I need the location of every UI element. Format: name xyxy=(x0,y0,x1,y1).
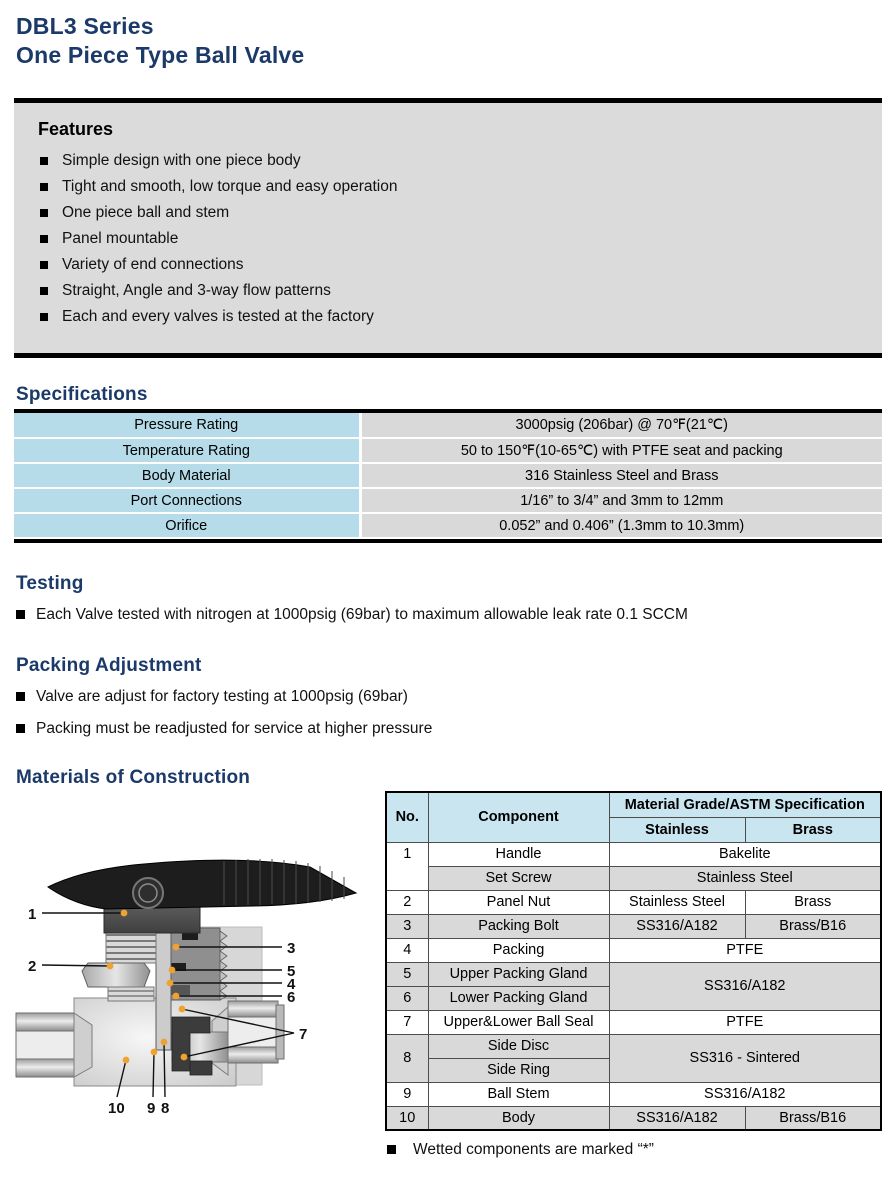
cell-no: 1 xyxy=(386,842,428,890)
table-row xyxy=(386,1082,881,1106)
cell-material: SS316/A182 xyxy=(609,962,881,1010)
callout-label: 10 xyxy=(108,1100,125,1117)
page-title-line2: One Piece Type Ball Valve xyxy=(16,42,305,68)
ball-stem xyxy=(156,928,171,1050)
specifications-heading: Specifications xyxy=(16,384,148,405)
features-list xyxy=(38,148,858,330)
spec-label: Temperature Rating xyxy=(14,438,360,463)
spec-label: Port Connections xyxy=(14,488,360,513)
valve-diagram xyxy=(14,791,385,1125)
square-bullet-icon xyxy=(40,261,48,269)
cell-no: 10 xyxy=(386,1106,428,1130)
page-title xyxy=(16,12,882,70)
cell-stainless: Stainless Steel xyxy=(609,890,745,914)
wetted-note: Wetted components are marked “*” xyxy=(385,1141,882,1159)
square-bullet-icon xyxy=(40,313,48,321)
materials-section xyxy=(14,791,882,1159)
cell-stainless: SS316/A182 xyxy=(609,914,745,938)
spec-label: Orifice xyxy=(14,513,360,538)
callout-label: 2 xyxy=(28,958,37,975)
cell-no: 5 xyxy=(386,962,428,986)
materials-table-col xyxy=(385,791,882,1159)
features-item: Each and every valves is tested at the factory xyxy=(38,304,858,330)
materials-heading: Materials of Construction xyxy=(16,767,251,788)
spec-value: 0.052” and 0.406” (1.3mm to 10.3mm) xyxy=(360,513,882,538)
cell-no: 6 xyxy=(386,986,428,1010)
col-header-stainless: Stainless xyxy=(609,817,745,842)
spec-value: 1/16” to 3/4” and 3mm to 12mm xyxy=(360,488,882,513)
features-item: Panel mountable xyxy=(38,226,858,252)
table-row xyxy=(386,914,881,938)
callout-label: 4 xyxy=(287,976,296,993)
testing-section xyxy=(16,573,882,627)
cell-no: 4 xyxy=(386,938,428,962)
cell-no: 9 xyxy=(386,1082,428,1106)
cell-no: 3 xyxy=(386,914,428,938)
spec-label: Pressure Rating xyxy=(14,413,360,438)
square-bullet-icon xyxy=(16,610,25,619)
cell-component: Handle xyxy=(428,842,609,866)
table-row xyxy=(386,842,881,866)
features-item: One piece ball and stem xyxy=(38,200,858,226)
set-screw-socket xyxy=(133,878,163,908)
spec-label: Body Material xyxy=(14,463,360,488)
table-row xyxy=(386,866,881,890)
cell-material: Bakelite xyxy=(609,842,881,866)
square-bullet-icon xyxy=(40,287,48,295)
cell-component: Upper Packing Gland xyxy=(428,962,609,986)
cell-component: Side Ring xyxy=(428,1058,609,1082)
table-row xyxy=(386,962,881,986)
table-header-row xyxy=(386,792,881,817)
callout-label: 8 xyxy=(161,1100,170,1117)
handle xyxy=(48,859,356,909)
square-bullet-icon xyxy=(40,235,48,243)
table-row xyxy=(386,890,881,914)
square-bullet-icon xyxy=(40,209,48,217)
cell-material: PTFE xyxy=(609,938,881,962)
cell-component: Packing Bolt xyxy=(428,914,609,938)
left-compression-fitting xyxy=(16,1013,92,1077)
spec-value: 50 to 150℉(10-65℃) with PTFE seat and packing xyxy=(360,438,882,463)
cell-stainless: SS316/A182 xyxy=(609,1106,745,1130)
features-item: Straight, Angle and 3-way flow patterns xyxy=(38,278,858,304)
divider-bar xyxy=(14,353,882,358)
packing-adjustment-section xyxy=(16,655,882,741)
testing-heading: Testing xyxy=(16,573,84,594)
square-bullet-icon xyxy=(16,692,25,701)
features-heading: Features xyxy=(38,119,114,139)
features-item: Variety of end connections xyxy=(38,252,858,278)
cell-component: Side Disc xyxy=(428,1034,609,1058)
callout-label: 1 xyxy=(28,906,37,923)
cell-brass: Brass xyxy=(745,890,881,914)
materials-table xyxy=(385,791,882,1131)
packing-item: Valve are adjust for factory testing at 1000psig (69bar) xyxy=(16,684,882,709)
features-item: Tight and smooth, low torque and easy operation xyxy=(38,174,858,200)
spec-value: 316 Stainless Steel and Brass xyxy=(360,463,882,488)
testing-item: Each Valve tested with nitrogen at 1000psig (69bar) to maximum allowable leak rate 0.1 SCCM xyxy=(16,602,882,627)
cell-brass: Brass/B16 xyxy=(745,914,881,938)
cell-material: SS316/A182 xyxy=(609,1082,881,1106)
table-row xyxy=(386,938,881,962)
cell-no: 7 xyxy=(386,1010,428,1034)
packing-adjustment-heading: Packing Adjustment xyxy=(16,655,202,676)
cell-component: Body xyxy=(428,1106,609,1130)
table-row xyxy=(386,1034,881,1058)
cell-component: Lower Packing Gland xyxy=(428,986,609,1010)
panel-nut xyxy=(82,963,150,987)
cell-no: 8 xyxy=(386,1034,428,1082)
table-row xyxy=(14,413,882,438)
table-row xyxy=(386,1010,881,1034)
features-item: Simple design with one piece body xyxy=(38,148,858,174)
spec-value: 3000psig (206bar) @ 70℉(21℃) xyxy=(360,413,882,438)
table-row xyxy=(14,463,882,488)
col-header-material: Material Grade/ASTM Specification xyxy=(609,792,881,817)
col-header-no: No. xyxy=(386,792,428,842)
callout-label: 7 xyxy=(299,1026,308,1043)
features-section xyxy=(14,103,882,353)
cell-component: Packing xyxy=(428,938,609,962)
cell-material: SS316 - Sintered xyxy=(609,1034,881,1082)
packing-item: Packing must be readjusted for service at higher pressure xyxy=(16,716,882,741)
col-header-component: Component xyxy=(428,792,609,842)
square-bullet-icon xyxy=(387,1145,396,1154)
cell-component: Upper&Lower Ball Seal xyxy=(428,1010,609,1034)
specifications-table xyxy=(14,413,882,539)
callout-label: 6 xyxy=(287,989,296,1006)
table-row xyxy=(14,488,882,513)
valve-cutaway-illustration xyxy=(14,835,374,1120)
col-header-brass: Brass xyxy=(745,817,881,842)
specifications-table-wrap xyxy=(14,409,882,543)
cell-material: Stainless Steel xyxy=(609,866,881,890)
cell-component: Ball Stem xyxy=(428,1082,609,1106)
table-row xyxy=(386,1106,881,1130)
divider-bar xyxy=(14,539,882,543)
callout-label: 5 xyxy=(287,963,296,980)
square-bullet-icon xyxy=(40,157,48,165)
callout-label: 3 xyxy=(287,940,296,957)
square-bullet-icon xyxy=(16,724,25,733)
cell-component: Panel Nut xyxy=(428,890,609,914)
cell-no: 2 xyxy=(386,890,428,914)
table-row xyxy=(14,513,882,538)
callout-label: 9 xyxy=(147,1100,156,1117)
cell-brass: Brass/B16 xyxy=(745,1106,881,1130)
table-row xyxy=(14,438,882,463)
cell-material: PTFE xyxy=(609,1010,881,1034)
square-bullet-icon xyxy=(40,183,48,191)
page-title-line1: DBL3 Series xyxy=(16,13,154,39)
cell-component: Set Screw xyxy=(428,866,609,890)
